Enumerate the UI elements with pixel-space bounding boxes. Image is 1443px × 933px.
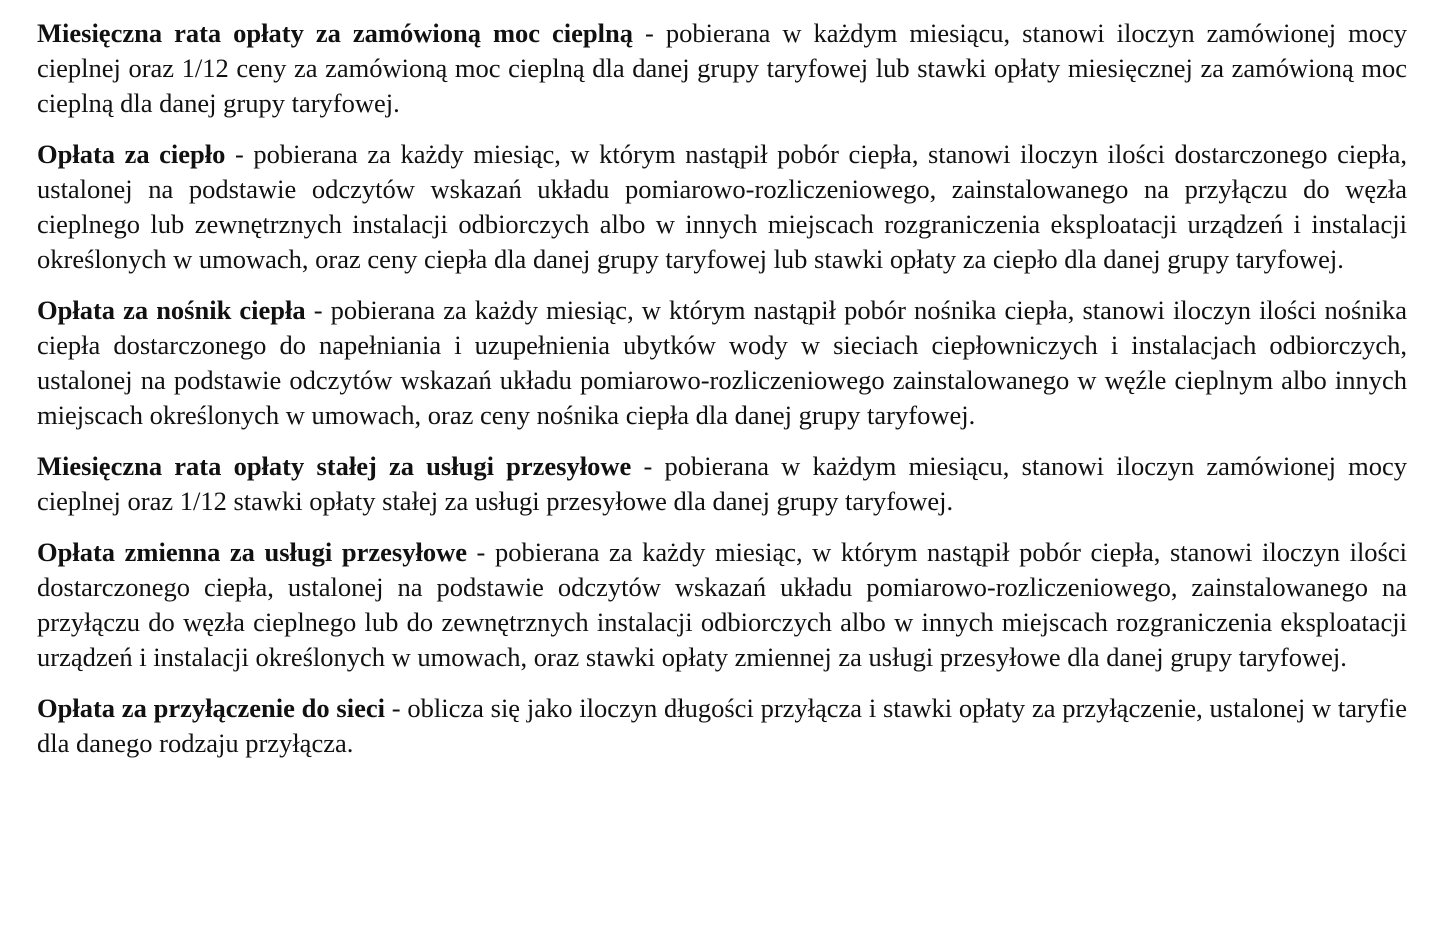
paragraph-separator: - — [633, 18, 666, 48]
paragraph-term: Opłata zmienna za usługi przesyłowe — [37, 537, 467, 567]
paragraph-variable-transmission-fee — [37, 535, 1407, 675]
paragraph-separator: - — [225, 139, 254, 169]
paragraph-term: Miesięczna rata opłaty za zamówioną moc cieplną — [37, 18, 634, 48]
paragraph-separator: - — [631, 451, 665, 481]
paragraph-text: pobierana za każdy miesiąc, w którym nastąpił pobór ciepła, stanowi iloczyn ilości dostarczonego ciepła, ustalonej na podstawie odczytów wskazań układu pomiarowo-rozliczeniowego, zainstalowanego na przyłączu do węzła cieplnego lub zewnętrznych instalacji odbiorczych albo w innych miejscach rozgraniczenia eksploatacji urządzeń i instalacji określonych w umowach, oraz ceny ciepła dla danej grupy taryfowej lub stawki opłaty za ciepło dla danej grupy taryfowej. — [37, 139, 1407, 274]
paragraph-text: pobierana w każdym miesiącu, stanowi iloczyn zamówionej mocy cieplnej oraz 1/12 stawki opłaty stałej za usługi przesyłowe dla danej grupy taryfowej. — [37, 451, 1407, 516]
paragraph-term: Opłata za nośnik ciepła — [37, 295, 306, 325]
paragraph-separator: - — [466, 537, 495, 567]
paragraph-text: pobierana za każdy miesiąc, w którym nastąpił pobór ciepła, stanowi iloczyn ilości dostarczonego ciepła, ustalonej na podstawie odczytów wskazań układu pomiarowo-rozliczeniowego, zainstalowanego na przyłączu do węzła cieplnego lub do zewnętrznych instalacji odbiorczych albo w innych miejscach rozgraniczenia eksploatacji urządzeń i instalacji określonych w umowach, oraz stawki opłaty zmiennej za usługi przesyłowe dla danej grupy taryfowej. — [37, 537, 1407, 672]
paragraph-monthly-fixed-transmission-fee — [37, 449, 1407, 519]
paragraph-heat-fee — [37, 137, 1407, 277]
paragraph-term: Opłata za przyłączenie do sieci — [37, 693, 385, 723]
paragraph-text: pobierana w każdym miesiącu, stanowi iloczyn zamówionej mocy cieplnej oraz 1/12 ceny za zamówioną moc cieplną dla danej grupy taryfowej lub stawki opłaty miesięcznej za zamówioną moc cieplną dla danej grupy taryfowej. — [37, 18, 1408, 118]
paragraph-term: Opłata za ciepło — [37, 139, 226, 169]
paragraph-text: pobierana za każdy miesiąc, w którym nastąpił pobór nośnika ciepła, stanowi iloczyn ilości nośnika ciepła dostarczonego do napełniania i uzupełnienia ubytków wody w sieciach ciepłowniczych i instalacjach odbiorczych, ustalonej na podstawie odczytów wskazań układu pomiarowo-rozliczeniowego zainstalowanego w węźle cieplnym albo innych miejscach określonych w umowach, oraz ceny nośnika ciepła dla danej grupy taryfowej. — [37, 295, 1407, 430]
paragraph-monthly-ordered-heat-power-fee — [37, 16, 1407, 121]
paragraph-heat-carrier-fee — [37, 293, 1407, 433]
paragraph-term: Miesięczna rata opłaty stałej za usługi przesyłowe — [37, 451, 632, 481]
paragraph-separator: - — [305, 295, 331, 325]
document-body — [37, 16, 1407, 777]
paragraph-separator: - — [384, 693, 408, 723]
paragraph-text: oblicza się jako iloczyn długości przyłącza i stawki opłaty za przyłączenie, ustalonej w taryfie dla danego rodzaju przyłącza. — [37, 693, 1408, 758]
paragraph-connection-fee — [37, 691, 1407, 761]
